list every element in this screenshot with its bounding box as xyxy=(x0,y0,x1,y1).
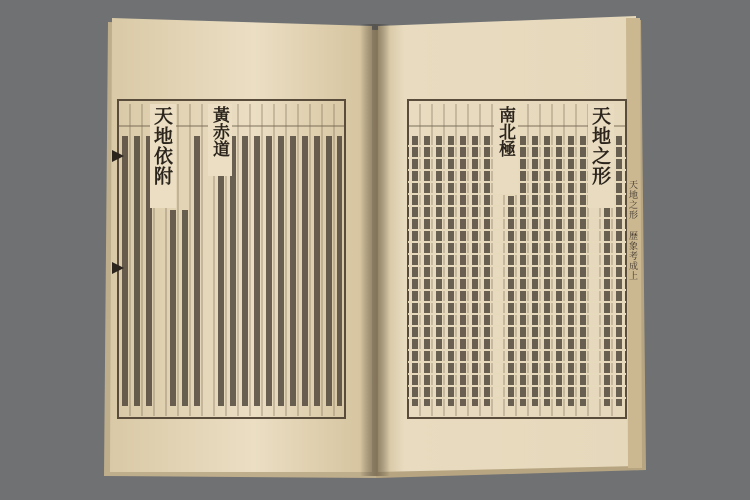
left-heading-heaven-earth-attach: 天地依附 xyxy=(151,106,173,186)
left-heading-ecliptic-equator: 黃赤道 xyxy=(209,106,229,157)
right-heading-heaven-earth-shape: 天地之形 xyxy=(589,106,611,186)
gutter-shadow xyxy=(360,24,390,476)
right-heading-north-south-pole: 南北極 xyxy=(495,106,515,157)
fore-edge-label: 天地之形 歷象考成上 xyxy=(627,180,637,281)
